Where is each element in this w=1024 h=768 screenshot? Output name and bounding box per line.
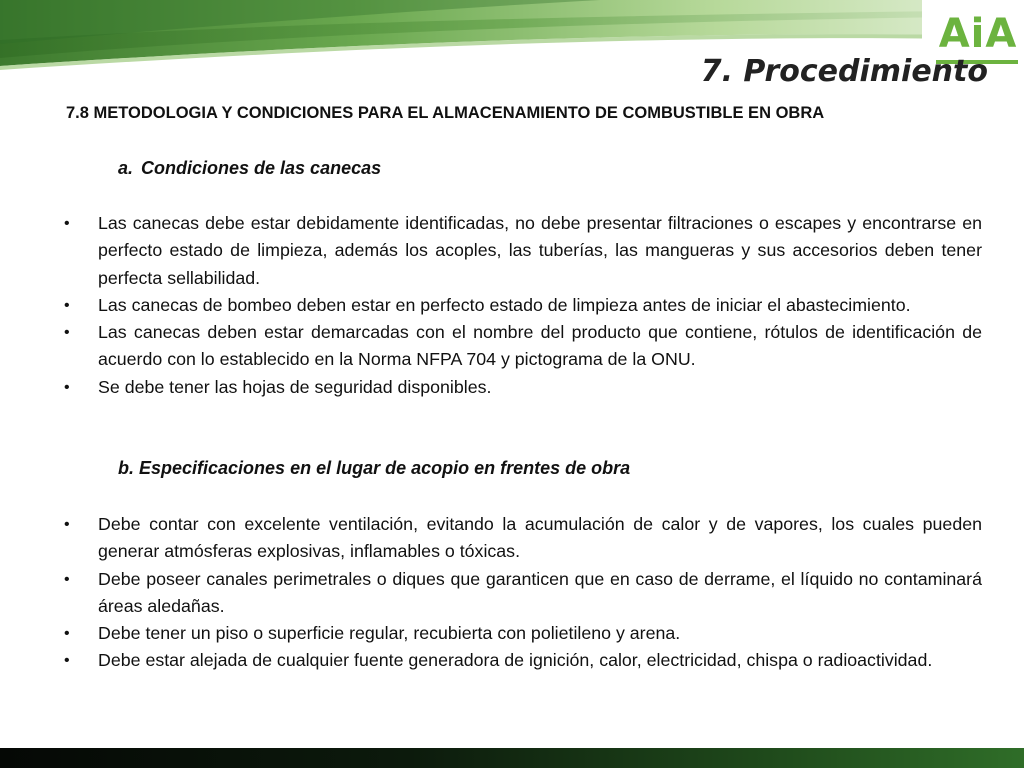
list-item xyxy=(62,319,982,374)
list-item xyxy=(62,292,982,319)
list-item xyxy=(62,210,982,292)
bullet-icon: • xyxy=(64,516,70,533)
bullet-icon: • xyxy=(64,296,70,314)
list-item-text: Debe tener un piso o superficie regular, recubierta con polietileno y arena. xyxy=(98,623,681,644)
bullet-icon: • xyxy=(64,652,70,670)
list-item xyxy=(62,620,982,647)
list-item-text: Debe estar alejada de cualquier fuente generadora de ignición, calor, electricidad, chispa o radioactividad. xyxy=(98,650,933,671)
bullet-icon: • xyxy=(64,378,70,396)
bullet-icon: • xyxy=(64,215,70,232)
subsection-a-list xyxy=(62,210,982,401)
subsection-a-marker: a. xyxy=(118,158,134,178)
subsection-b-list xyxy=(62,511,982,675)
subsection-a-title: Condiciones de las canecas xyxy=(141,158,382,178)
subsection-a-heading xyxy=(118,158,381,179)
list-item xyxy=(62,511,982,566)
bullet-icon: • xyxy=(64,324,70,342)
list-item-text: Las canecas de bombeo deben estar en perfecto estado de limpieza antes de iniciar el abastecimiento. xyxy=(98,294,911,315)
company-logo: AiA xyxy=(938,11,1018,57)
list-item-text: Las canecas debe estar debidamente identificadas, no debe presentar filtraciones o escapes y encontrarse en perfecto estado de limpieza, además los acoples, las tuberías, las mangueras y sus accesorios deben tener perfecta sellabilidad. xyxy=(98,213,982,288)
list-item-text: Se debe tener las hojas de seguridad disponibles. xyxy=(98,376,492,397)
list-item-text: Debe contar con excelente ventilación, evitando la acumulación de calor y de vapores, los cuales pueden generar atmósferas explosivas, inflamables o tóxicas. xyxy=(98,514,982,562)
footer-decorative-band xyxy=(0,748,1024,768)
section-heading: 7.8 METODOLOGIA Y CONDICIONES PARA EL ALMACENAMIENTO DE COMBUSTIBLE EN OBRA xyxy=(66,104,825,122)
list-item xyxy=(62,647,982,674)
list-item-text: Debe poseer canales perimetrales o diques que garanticen que en caso de derrame, el líquido no contaminará áreas aledañas. xyxy=(98,568,982,616)
list-item-text: Las canecas deben estar demarcadas con el nombre del producto que contiene, rótulos de identificación de acuerdo con lo establecido en la Norma NFPA 704 y pictograma de la ONU. xyxy=(98,322,982,370)
list-item xyxy=(62,566,982,621)
list-item xyxy=(62,374,982,401)
bullet-icon: • xyxy=(64,625,70,643)
bullet-icon: • xyxy=(64,570,70,588)
page-title: 7. Procedimiento xyxy=(700,54,988,89)
subsection-b-heading: b. Especificaciones en el lugar de acopio en frentes de obra xyxy=(118,458,631,478)
